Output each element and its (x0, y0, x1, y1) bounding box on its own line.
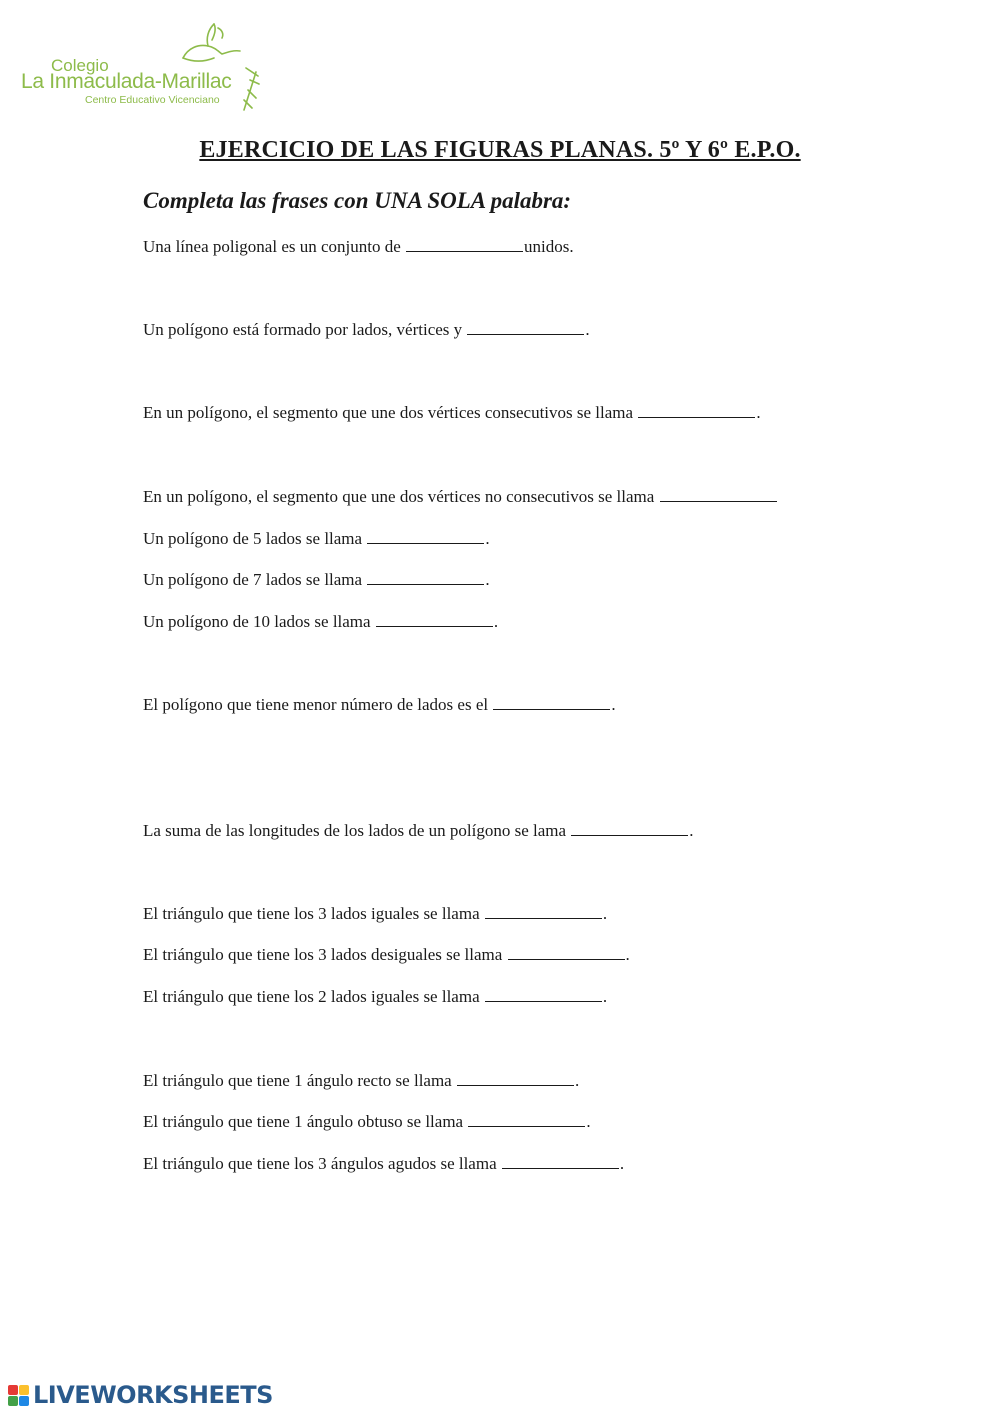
sentence-row (143, 320, 590, 340)
answer-blank[interactable] (508, 945, 625, 960)
sentence-ending: . (485, 529, 490, 548)
answer-blank[interactable] (376, 612, 493, 627)
answer-blank[interactable] (457, 1071, 574, 1086)
sentence-row (143, 945, 630, 965)
sentence-text: Una línea poligonal es un conjunto de (143, 237, 406, 256)
sentence-ending: . (689, 821, 694, 840)
sentence-text: El polígono que tiene menor número de lados es el (143, 695, 493, 714)
sentence-ending: . (625, 945, 630, 964)
sentence-ending: unidos. (524, 237, 574, 256)
liveworksheets-brand: LIVEWORKSHEETS (33, 1381, 273, 1409)
answer-blank[interactable] (367, 570, 484, 585)
sentence-text: El triángulo que tiene los 3 lados iguales se llama (143, 904, 484, 923)
sentence-row (143, 1154, 624, 1174)
sentence-text: El triángulo que tiene 1 ángulo obtuso se llama (143, 1112, 468, 1131)
sentence-ending: . (619, 1154, 625, 1173)
logo-line-tagline: Centro Educativo Vicenciano (85, 94, 220, 106)
worksheet-title: EJERCICIO DE LAS FIGURAS PLANAS. 5º Y 6º E.P.O. (199, 137, 801, 163)
sentence-ending: . (585, 320, 590, 339)
sentence-row (143, 487, 778, 507)
sentence-text: La suma de las longitudes de los lados de un polígono se lama (143, 821, 571, 840)
sentence-row (143, 403, 761, 423)
answer-blank[interactable] (638, 403, 755, 418)
sentence-ending: . (493, 612, 499, 631)
sentence-ending: . (756, 403, 761, 422)
sentence-ending: . (574, 1071, 580, 1090)
sentence-text: En un polígono, el segmento que une dos vértices consecutivos se llama (143, 403, 638, 422)
sentence-text: El triángulo que tiene los 3 ángulos agudos se llama (143, 1154, 501, 1173)
answer-blank[interactable] (485, 987, 602, 1002)
answer-blank[interactable] (660, 487, 777, 502)
logo-line-colegio: Colegio (51, 56, 109, 75)
sentence-row (143, 695, 616, 715)
sentence-text: En un polígono, el segmento que une dos vértices no consecutivos se llama (143, 487, 659, 506)
sentence-ending: . (611, 695, 616, 714)
sentence-row (143, 987, 607, 1007)
liveworksheets-logo-icon (8, 1385, 30, 1407)
sentence-ending: . (602, 987, 608, 1006)
sentence-row (143, 612, 498, 632)
answer-blank[interactable] (406, 237, 523, 252)
sentence-text: El triángulo que tiene los 2 lados iguales se llama (143, 987, 484, 1006)
sentence-row (143, 1071, 579, 1091)
sentence-text: Un polígono está formado por lados, vértices y (143, 320, 467, 339)
sentence-row (143, 529, 490, 549)
sentence-row (143, 237, 574, 257)
sentence-text: Un polígono de 7 lados se llama (143, 570, 367, 589)
sentence-ending: . (602, 904, 608, 923)
sentence-text: El triángulo que tiene los 3 lados desiguales se llama (143, 945, 507, 964)
worksheet-instructions: Completa las frases con UNA SOLA palabra: (143, 188, 572, 213)
answer-blank[interactable] (468, 1112, 585, 1127)
school-logo (18, 18, 263, 113)
answer-blank[interactable] (493, 695, 610, 710)
answer-blank[interactable] (571, 821, 688, 836)
logo-line-school-name: La Inmaculada-Marillac (21, 70, 232, 93)
sentence-row (143, 570, 490, 590)
sentence-ending: . (485, 570, 490, 589)
answer-blank[interactable] (502, 1154, 619, 1169)
sentence-row (143, 1112, 591, 1132)
answer-blank[interactable] (367, 529, 484, 544)
answer-blank[interactable] (467, 320, 584, 335)
sentence-row (143, 904, 607, 924)
sentence-ending: . (586, 1112, 591, 1131)
sentence-text: El triángulo que tiene 1 ángulo recto se llama (143, 1071, 456, 1090)
sentence-text: Un polígono de 5 lados se llama (143, 529, 367, 548)
sentence-row (143, 821, 694, 841)
answer-blank[interactable] (485, 904, 602, 919)
sentence-text: Un polígono de 10 lados se llama (143, 612, 375, 631)
